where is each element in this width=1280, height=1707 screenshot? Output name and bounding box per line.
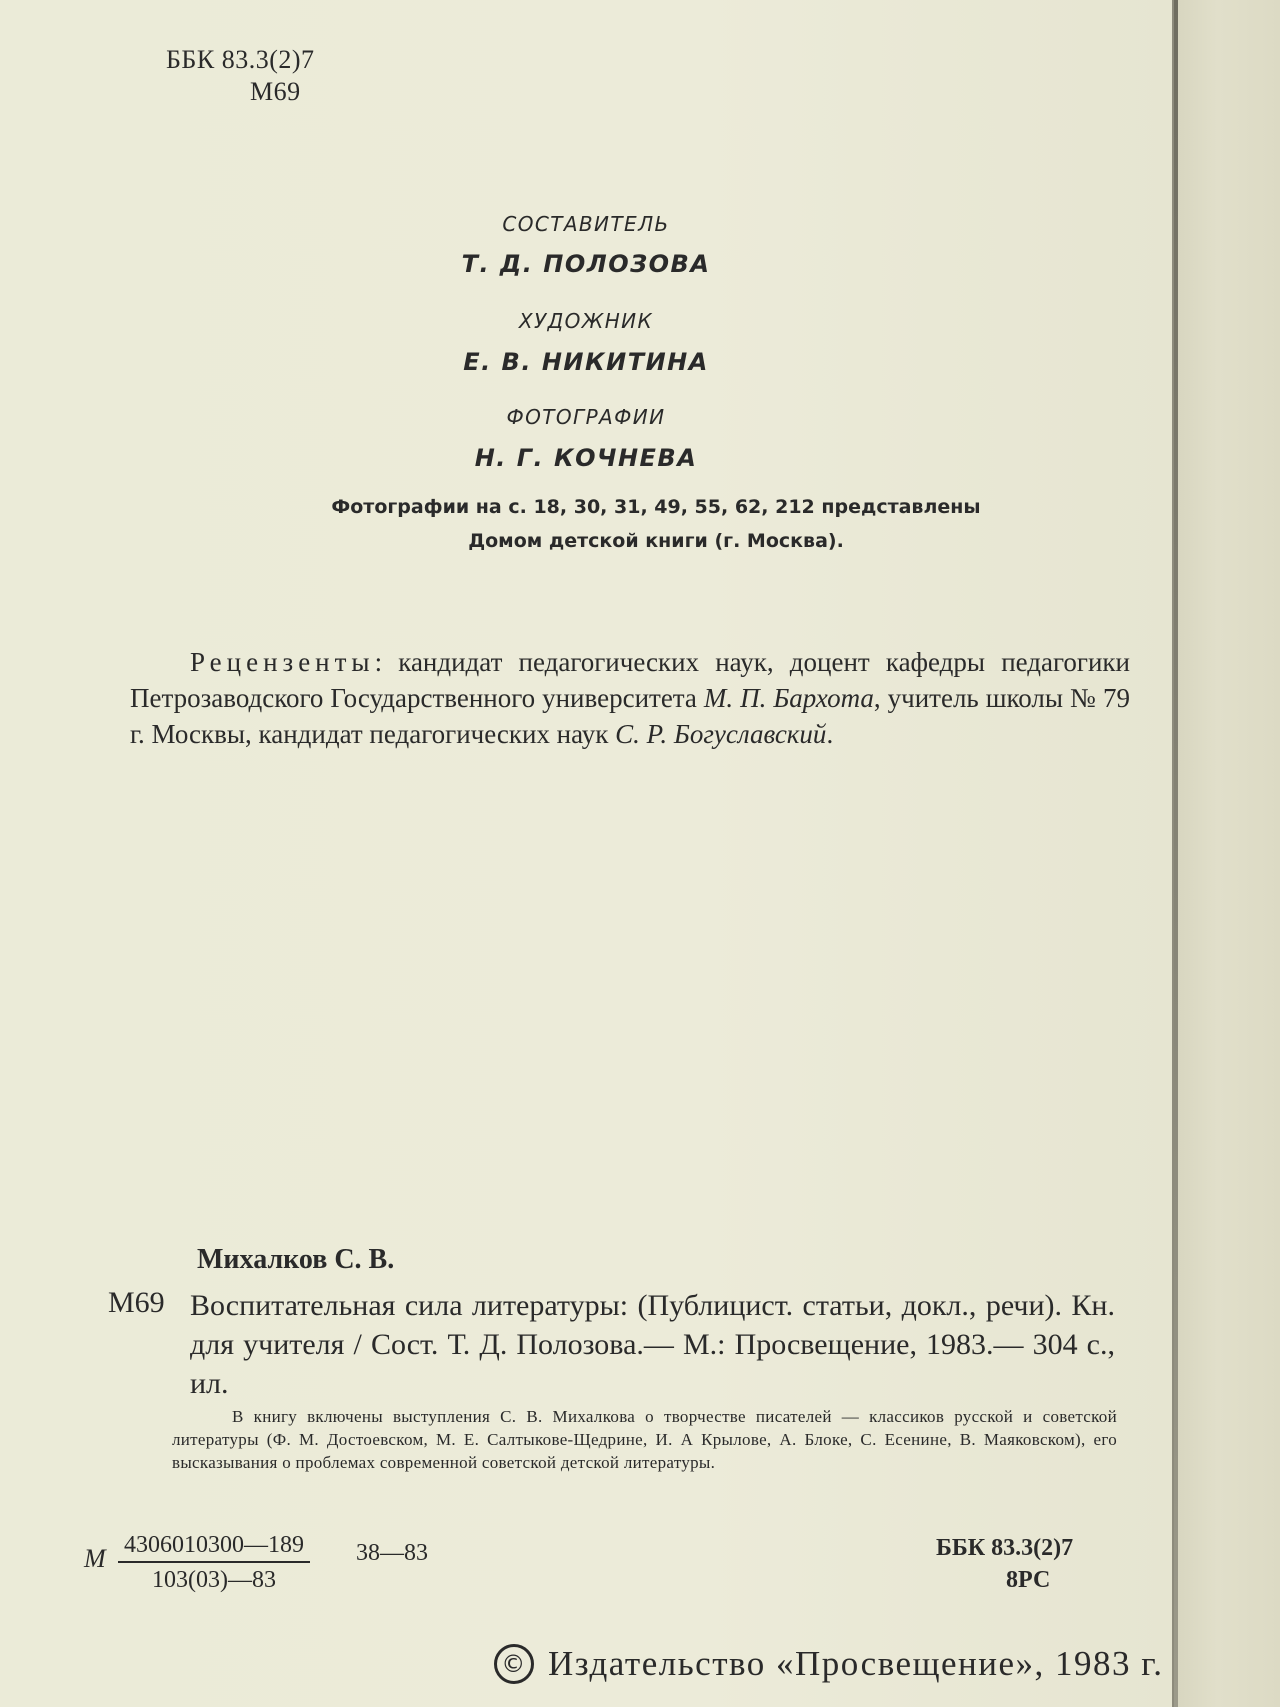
bib-index: М69 xyxy=(108,1286,165,1319)
photos-label: ФОТОГРАФИИ xyxy=(506,405,666,429)
bib-author: Михалков С. В. xyxy=(197,1244,395,1275)
reviewer-name-2: С. Р. Богуславский xyxy=(615,719,827,749)
code-side: 38—83 xyxy=(356,1540,428,1566)
reviewers-text-3: . xyxy=(826,719,834,749)
code-letter: М xyxy=(84,1544,106,1573)
code-denominator: 103(03)—83 xyxy=(152,1567,276,1593)
reviewer-name-1: М. П. Бархота xyxy=(703,683,874,713)
reviewers-label: Рецензенты xyxy=(190,647,375,677)
code-numerator: 4306010300—189 xyxy=(118,1532,310,1563)
reviewers-paragraph xyxy=(130,644,1130,752)
photos-name: Н. Г. КОЧНЕВА xyxy=(474,444,698,472)
code-fraction xyxy=(118,1532,310,1594)
artist-label: ХУДОЖНИК xyxy=(518,309,654,333)
author-mark: М69 xyxy=(250,77,301,106)
copyright-text: Издательство «Просвещение», 1983 г. xyxy=(548,1644,1164,1683)
bbk-bottom-sub: 8РС xyxy=(1006,1567,1051,1593)
reviewers-text-1: : кандидат педагогических наук, доцент кафедры педагогики Петрозаводского Государственного университета xyxy=(130,647,1130,713)
photo-note-line-2: Домом детской книги (г. Москва). xyxy=(468,530,844,552)
bbk-code: ББК 83.3(2)7 xyxy=(166,45,315,74)
bbk-bottom xyxy=(936,1532,1073,1596)
photo-note-line-1: Фотографии на с. 18, 30, 31, 49, 55, 62, 212 представлены xyxy=(331,496,981,518)
bib-annotation-text: В книгу включены выступления С. В. Михалкова о творчестве писателей — классиков русской и советской литературы (Ф. М. Достоевском, М. Е. Салтыкове-Щедрине, И. А Крылове, А. Блоке, С. Есенине, В. Маяковском), его высказывания о проблемах современной советской детской литературы. xyxy=(172,1407,1117,1472)
artist-name: Е. В. НИКИТИНА xyxy=(463,348,709,376)
adjacent-page-edge xyxy=(1172,0,1280,1707)
bbk-bottom-code: ББК 83.3(2)7 xyxy=(936,1535,1074,1561)
page-edge-shadow xyxy=(1174,0,1178,1707)
compiler-label: СОСТАВИТЕЛЬ xyxy=(502,212,670,236)
compiler-name: Т. Д. ПОЛОЗОВА xyxy=(461,250,711,278)
copyright-line xyxy=(494,1644,1163,1684)
reviewers-text-2: , учитель школы № 79 г. Москвы, кандидат педагогических наук xyxy=(130,683,1131,749)
photo-note xyxy=(0,490,1280,558)
bib-annotation xyxy=(172,1405,1117,1474)
bib-description: Воспитательная сила литературы: (Публицист. статьи, докл., речи). Кн. для учителя / Сост. Т. Д. Полозова.— М.: Просвещение, 1983.— 304 с., ил. xyxy=(190,1289,1115,1400)
copyright-icon: © xyxy=(494,1644,534,1684)
bbk-header xyxy=(166,44,315,108)
